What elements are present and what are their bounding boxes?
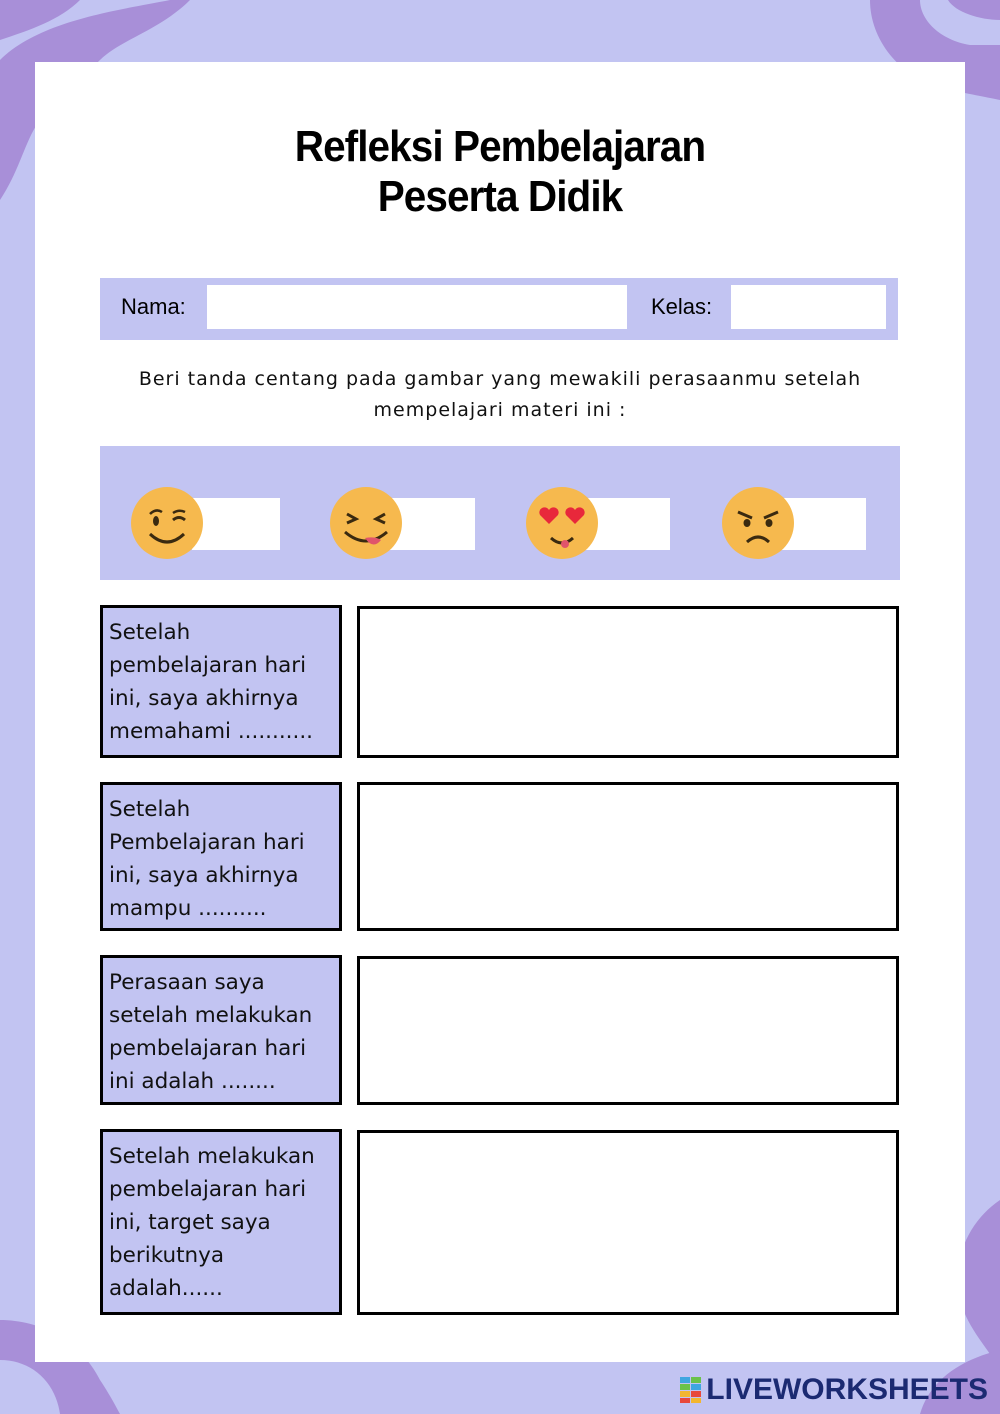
name-input[interactable] [207,285,627,329]
title-line-2: Peserta Didik [377,172,623,221]
answer-box-2[interactable] [357,782,899,931]
class-input[interactable] [731,285,886,329]
liveworksheets-logo [680,1372,988,1408]
question-prompt-4: Setelah melakukan pembelajaran hari ini, target saya berikutnya adalah...... [100,1129,342,1315]
instruction-line-1: Beri tanda centang pada gambar yang mewakili perasaanmu setelah [138,368,862,390]
worksheet-title [40,122,960,222]
answer-box-3[interactable] [357,956,899,1105]
answer-box-1[interactable] [357,606,899,758]
class-label: Kelas: [651,294,713,319]
name-label: Nama: [121,294,186,319]
feeling-checkbox-1[interactable] [192,498,280,550]
angry-face-icon [721,486,795,560]
heart-eyes-icon [525,486,599,560]
tongue-out-smile-icon [329,486,403,560]
winking-smile-icon [130,486,204,560]
title-line-1: Refleksi Pembelajaran [294,122,706,171]
question-prompt-3: Perasaan saya setelah melakukan pembelajaran hari ini adalah ........ [100,955,342,1105]
instruction-line-2: mempelajari materi ini : [373,399,627,421]
question-prompt-2: Setelah Pembelajaran hari ini, saya akhirnya mampu .......... [100,782,342,931]
instruction-text [100,364,900,426]
brand-name: LIVEWORKSHEETS [706,1373,988,1406]
liveworksheets-logo-icon [680,1377,702,1403]
answer-box-4[interactable] [357,1130,899,1315]
question-prompt-1: Setelah pembelajaran hari ini, saya akhirnya memahami ........... [100,605,342,758]
student-info-bar [100,278,898,340]
feeling-options-bar [100,446,900,580]
